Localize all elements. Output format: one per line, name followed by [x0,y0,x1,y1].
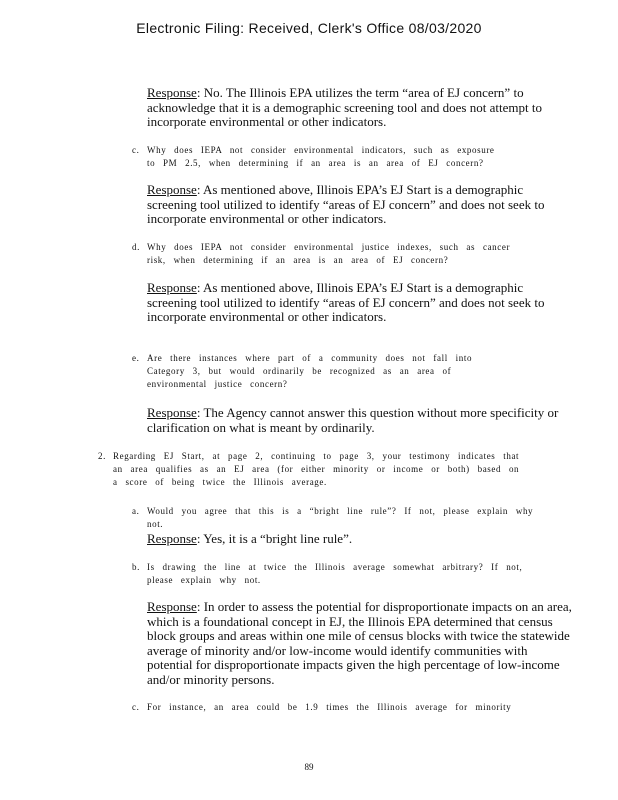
response-text: : No. The Illinois EPA utilizes the term “area of EJ concern” to acknowledge that it is a demographic screening tool and does not attempt to incorporate environmental or other indicators. [147,85,542,129]
response-text: : Yes, it is a “bright line rule”. [196,531,353,546]
question-text: Are there instances where part of a community does not fall into Category 3, but would ordinarily be recognized as an area of environmental justice concern? [147,353,473,389]
question-text: Why does IEPA not consider environmental indicators, such as exposure to PM 2.5, when determining if an area is an area of EJ concern? [147,145,495,168]
response-label: Response [147,531,197,546]
response-paragraph [147,600,572,687]
response-paragraph [147,532,547,547]
response-label: Response [147,599,197,614]
response-paragraph [147,281,547,325]
response-text: : In order to assess the potential for disproportionate impacts on an area, which is a foundational concept in EJ, the Illinois EPA determined that census block groups and areas within one mile of census blocks with twice the statewide average of minority and/or low-income would identify communities with potential for disproportionate impacts given the high percentage of low-income and/or minority persons. [147,599,572,687]
question-e [132,352,517,391]
question-marker: 2. [98,451,106,461]
response-label: Response [147,405,197,420]
response-paragraph [147,406,562,435]
response-text: : As mentioned above, Illinois EPA’s EJ Start is a demographic screening tool utilized to identify “areas of EJ concern” and does not seek to incorporate environmental or other indicators. [147,182,545,226]
question-text: Would you agree that this is a “bright line rule”? If not, please explain why not. [147,506,534,529]
question-text: Why does IEPA not consider environmental justice indexes, such as cancer risk, when determining if an area is an area of EJ concern? [147,242,511,265]
response-paragraph [147,183,547,227]
page-number: 89 [304,762,314,772]
response-label: Response [147,280,197,295]
response-text: : As mentioned above, Illinois EPA’s EJ Start is a demographic screening tool utilized to identify “areas of EJ concern” and does not seek to incorporate environmental or other indicators. [147,280,545,324]
question-marker: b. [132,562,140,572]
question-marker: d. [132,242,140,252]
question-a [132,505,547,531]
response-label: Response [147,182,197,197]
response-text: : The Agency cannot answer this question without more specificity or clarification on what is meant by ordinarily. [147,405,559,435]
filing-header: Electronic Filing: Received, Clerk's Office 08/03/2020 [136,20,482,36]
response-paragraph [147,86,547,130]
question-marker: a. [132,506,140,516]
question-2 [98,450,528,489]
question-c-2 [132,701,547,714]
question-b [132,561,527,587]
question-marker: c. [132,702,140,712]
question-text: For instance, an area could be 1.9 times the Illinois average for minority [147,702,512,712]
question-marker: e. [132,353,140,363]
question-d [132,241,517,267]
question-c [132,144,507,170]
question-marker: c. [132,145,140,155]
question-text: Regarding EJ Start, at page 2, continuing to page 3, your testimony indicates that an area qualifies as an EJ area (for either minority or income or both) based on a score of being twice the Illinois average. [113,451,520,487]
question-text: Is drawing the line at twice the Illinois average somewhat arbitrary? If not, please explain why not. [147,562,523,585]
response-label: Response [147,85,197,100]
